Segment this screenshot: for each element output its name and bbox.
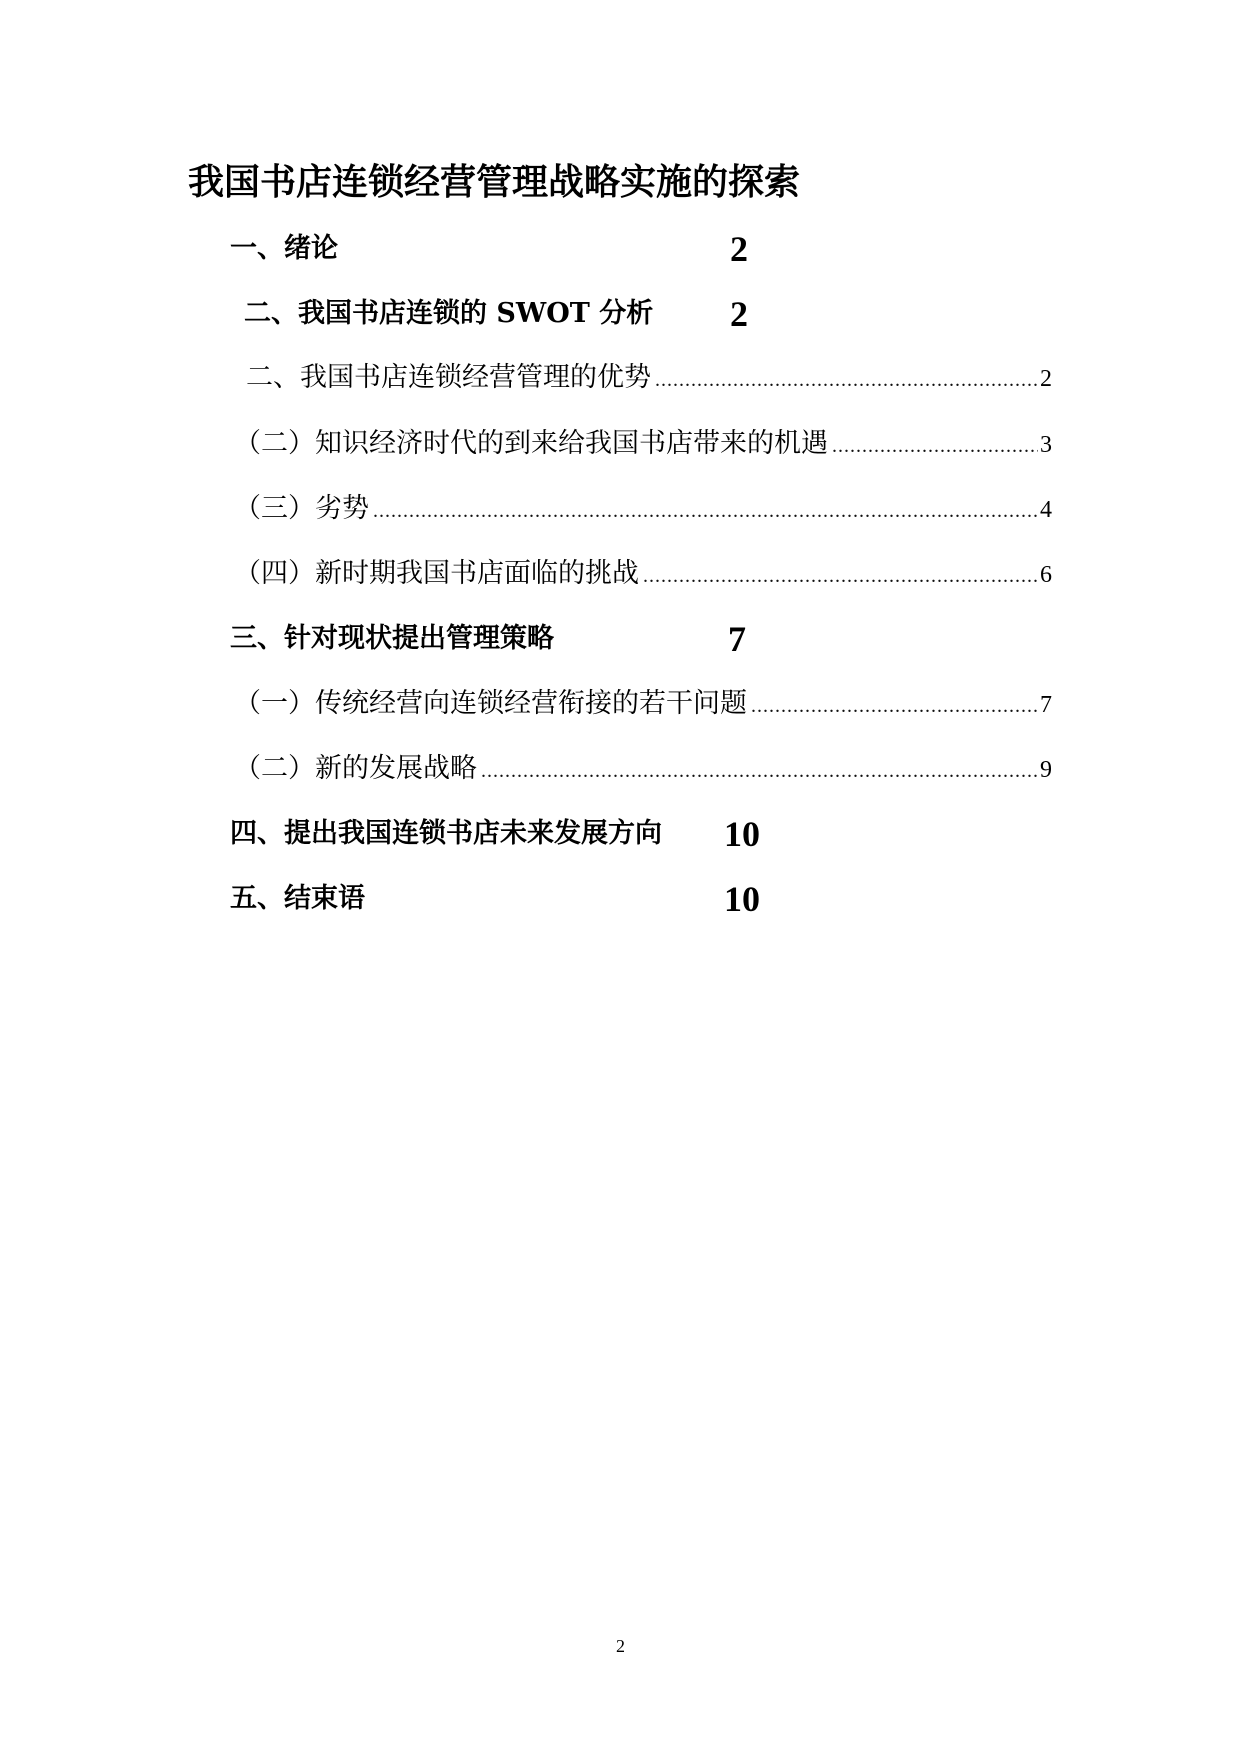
toc-entry-5[interactable] [230,874,790,924]
toc-subentry-label: 二、我国书店连锁经营管理的优势 [246,362,651,393]
toc-entry-label: 五、结束语 [230,883,365,914]
toc-dot-leader [751,686,1038,726]
toc-subentry-label: （三）劣势 [234,493,369,524]
toc-subentry-page: 3 [1040,432,1052,458]
toc-subentry-3-2[interactable] [234,749,1052,789]
toc-subentry-page: 2 [1040,366,1052,392]
toc-dot-leader [373,491,1038,531]
toc-entry-1[interactable] [230,224,770,274]
toc-subentry-2-4[interactable] [234,554,1052,594]
toc-dot-leader [655,360,1038,400]
toc-subentry-2-1[interactable] [246,358,1052,398]
toc-entry-label: 二、我国书店连锁的 SWOT 分析 [244,298,654,329]
toc-entry-page: 7 [728,619,746,659]
toc-dot-leader [643,556,1038,596]
toc-subentry-page: 4 [1040,497,1052,523]
toc-subentry-label: （二）知识经济时代的到来给我国书店带来的机遇 [234,428,828,459]
toc-dot-leader [832,426,1038,466]
toc-entry-4[interactable] [230,809,790,859]
toc-entry-page: 10 [724,879,760,919]
toc-subentry-3-1[interactable] [234,684,1052,724]
toc-entry-2[interactable] [244,289,784,339]
toc-subentry-page: 9 [1040,757,1052,783]
page-number: 2 [616,1636,625,1656]
toc-entry-label: 四、提出我国连锁书店未来发展方向 [230,818,662,849]
toc-subentry-2-3[interactable] [234,489,1052,529]
toc-dot-leader [481,751,1038,791]
toc-subentry-page: 7 [1040,692,1052,718]
toc-entry-3[interactable] [230,614,770,664]
toc-entry-page: 2 [730,294,748,334]
toc-entry-page: 10 [724,814,760,854]
toc-subentry-page: 6 [1040,562,1052,588]
toc-entry-label: 一、绪论 [230,233,338,264]
toc-subentry-label: （二）新的发展战略 [234,753,477,784]
page-title: 我国书店连锁经营管理战略实施的探索 [188,161,801,203]
toc-subentry-label: （一）传统经营向连锁经营衔接的若干问题 [234,688,747,719]
toc-subentry-2-2[interactable] [234,424,1052,464]
toc-entry-label: 三、针对现状提出管理策略 [230,623,554,654]
toc-entry-page: 2 [730,229,748,269]
toc-subentry-label: （四）新时期我国书店面临的挑战 [234,558,639,589]
